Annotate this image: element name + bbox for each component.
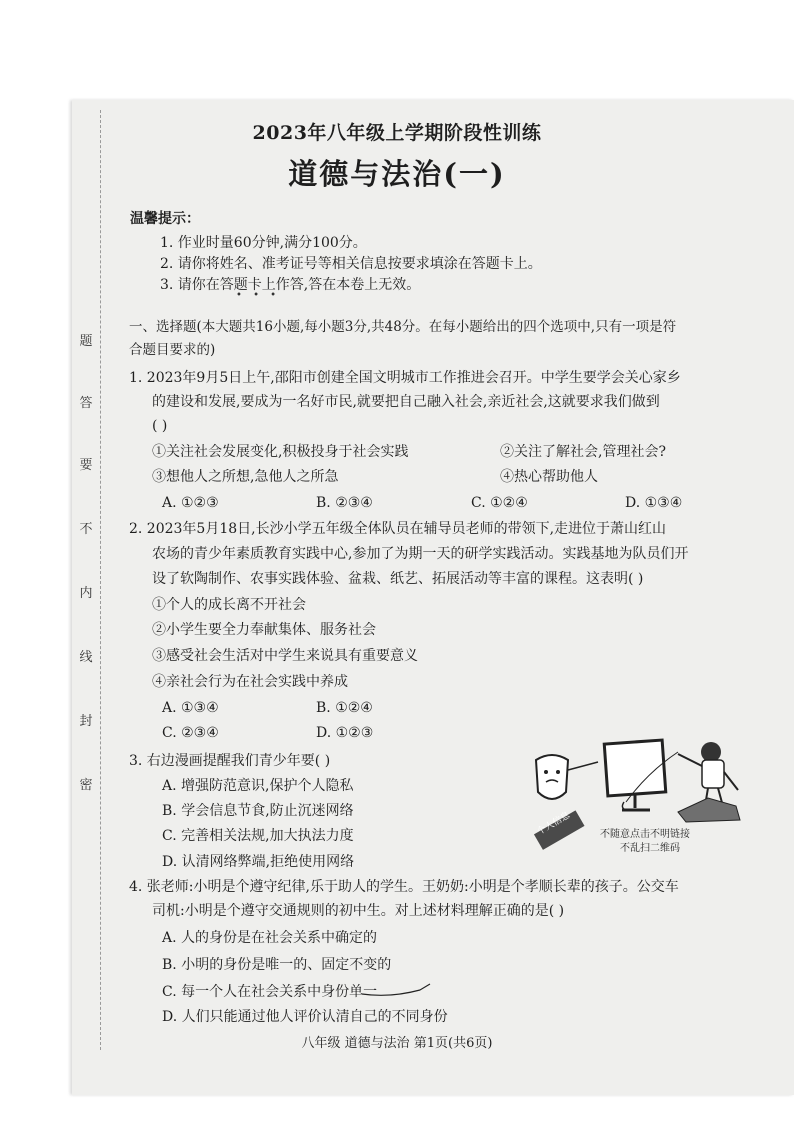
option-b: B. 小明的身份是唯一的、固定不变的 (162, 957, 392, 973)
option-a: A. ①③④ (162, 700, 219, 716)
option-b: B. ②③④ (316, 495, 373, 511)
question-3-stem: 3. 右边漫画提醒我们青少年要( ) (129, 753, 331, 769)
page-footer: 八年级 道德与法治 第1页(共6页) (301, 1036, 493, 1051)
option-c: C. ①②④ (471, 495, 528, 511)
margin-char: 题 (79, 334, 93, 349)
option-c: C. 完善相关法规,加大执法力度 (162, 828, 354, 844)
option-a: A. ①②③ (162, 495, 219, 511)
exam-title: 2023年八年级上学期阶段性训练 (252, 122, 542, 144)
margin-char: 线 (79, 650, 93, 665)
option-c: C. 每一个人在社会关系中身份单一 (162, 984, 378, 1000)
tip-item: 2. 请你将姓名、准考证号等相关信息按要求填涂在答题卡上。 (160, 256, 542, 272)
margin-char: 密 (79, 778, 93, 793)
tip-item: 1. 作业时量60分钟,满分100分。 (160, 235, 367, 251)
cartoon-illustration (528, 732, 778, 862)
option-d: D. 认清网络弊端,拒绝使用网络 (162, 854, 355, 870)
statement: ③想他人之所想,急他人之所急 (152, 469, 339, 485)
answer-blank: ( ) (152, 418, 168, 434)
section-heading-cont: 合题目要求的) (129, 342, 216, 358)
question-1-stem: 的建设和发展,要成为一名好市民,就要把自己融入社会,亲近社会,这就要求我们做到 (152, 394, 660, 410)
margin-char: 答 (79, 396, 93, 411)
cartoon-caption: 不乱扫二维码 (620, 843, 680, 854)
option-d: D. 人们只能通过他人评价认清自己的不同身份 (162, 1009, 448, 1025)
statement: ③感受社会生活对中学生来说具有重要意义 (152, 648, 418, 664)
statement: ①个人的成长离不开社会 (152, 597, 306, 613)
margin-char: 内 (79, 586, 93, 601)
option-a: A. 增强防范意识,保护个人隐私 (162, 778, 354, 794)
option-a: A. 人的身份是在社会关系中确定的 (162, 930, 378, 946)
exam-subject-title: 道德与法治(一) (288, 157, 506, 191)
statement: ②关注了解社会,管理社会? (500, 444, 666, 460)
statement: ①关注社会发展变化,积极投身于社会实践 (152, 444, 409, 460)
emphasis-dots: • • • (236, 290, 281, 301)
tip-item: 3. 请你在答题卡上作答,答在本卷上无效。 (160, 277, 421, 293)
option-c: C. ②③④ (162, 725, 219, 741)
question-2-stem: 农场的青少年素质教育实践中心,参加了为期一天的研学实践活动。实践基地为队员们开 (152, 546, 689, 562)
option-d: D. ①③④ (625, 495, 683, 511)
tips-heading: 温馨提示： (130, 211, 200, 227)
statement: ④亲社会行为在社会实践中养成 (152, 674, 348, 690)
cartoon-sign-text: 个人信息 (535, 810, 572, 838)
option-d: D. ①②③ (316, 725, 374, 741)
question-4-stem: 司机:小明是个遵守交通规则的初中生。对上述材料理解正确的是( ) (152, 903, 565, 919)
cartoon-caption: 不随意点击不明链接 (600, 829, 690, 840)
section-heading: 一、选择题(本大题共16小题,每小题3分,共48分。在每小题给出的四个选项中,只有一项是符 (129, 319, 677, 335)
margin-char: 不 (79, 522, 93, 537)
question-2-stem: 设了软陶制作、农事实践体验、盆栽、纸艺、拓展活动等丰富的课程。这表明( ) (152, 571, 644, 587)
margin-char: 要 (79, 458, 93, 473)
binding-dashed-line (100, 110, 101, 1050)
statement: ②小学生要全力奉献集体、服务社会 (152, 622, 376, 638)
option-b: B. 学会信息节食,防止沉迷网络 (162, 803, 354, 819)
option-b: B. ①②④ (316, 700, 373, 716)
question-1-stem: 1. 2023年9月5日上午,邵阳市创建全国文明城市工作推进会召开。中学生要学会关心家乡 (129, 370, 681, 386)
question-4-stem: 4. 张老师:小明是个遵守纪律,乐于助人的学生。王奶奶:小明是个孝顺长辈的孩子。公交车 (129, 879, 679, 895)
question-2-stem: 2. 2023年5月18日,长沙小学五年级全体队员在辅导员老师的带领下,走进位于萧山红山 (129, 521, 667, 537)
pen-underline-mark (360, 980, 440, 1000)
margin-char: 封 (79, 714, 93, 729)
statement: ④热心帮助他人 (500, 469, 598, 485)
